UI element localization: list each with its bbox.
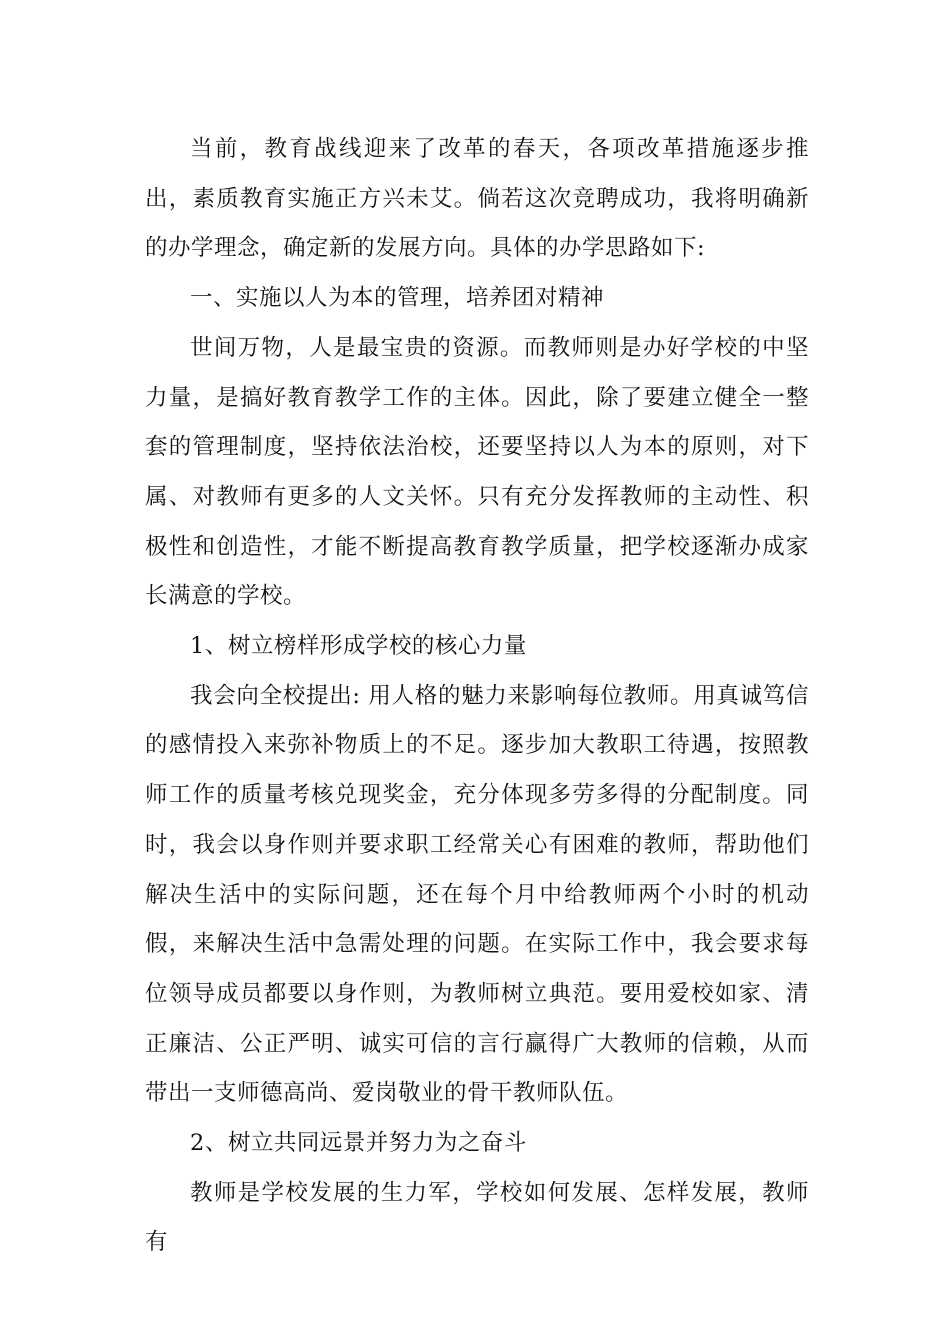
subsection-heading-1: 1、树立榜样形成学校的核心力量 (190, 633, 527, 660)
intro-paragraph: 当前，教育战线迎来了改革的春天，各项改革措施逐步推出，素质教育实施正方兴未艾。倘若这次竞聘成功，我将明确新的办学理念，确定新的发展方向。具体的办学思路如下: (145, 136, 809, 262)
section-heading-1: 一、实施以人为本的管理，培养团对精神 (190, 285, 605, 312)
subsection-heading-2: 2、树立共同远景并努力为之奋斗 (190, 1130, 527, 1157)
document-body (145, 125, 809, 1268)
subsection-1-paragraph: 我会向全校提出: 用人格的魅力来影响每位教师。用真诚笃信的感情投入来弥补物质上的不足。逐步加大教职工待遇，按照教师工作的质量考核兑现奖金，充分体现多劳多得的分配制度。同时，我会以身作则并要求职工经常关心有困难的教师，帮助他们解决生活中的实际问题，还在每个月中给教师两个小时的机动假，来解决生活中急需处理的问题。在实际工作中，我会要求每位领导成员都要以身作则，为教师树立典范。要用爱校如家、清正廉洁、公正严明、诚实可信的言行赢得广大教师的信赖，从而带出一支师德高尚、爱岗敬业的骨干教师队伍。 (145, 682, 809, 1107)
section-1-paragraph: 世间万物，人是最宝贵的资源。而教师则是办好学校的中坚力量，是搞好教育教学工作的主体。因此，除了要建立健全一整套的管理制度，坚持依法治校，还要坚持以人为本的原则，对下属、对教师有更多的人文关怀。只有充分发挥教师的主动性、积极性和创造性，才能不断提高教育教学质量，把学校逐渐办成家长满意的学校。 (145, 334, 809, 610)
subsection-2-paragraph: 教师是学校发展的生力军，学校如何发展、怎样发展，教师有 (145, 1179, 809, 1256)
